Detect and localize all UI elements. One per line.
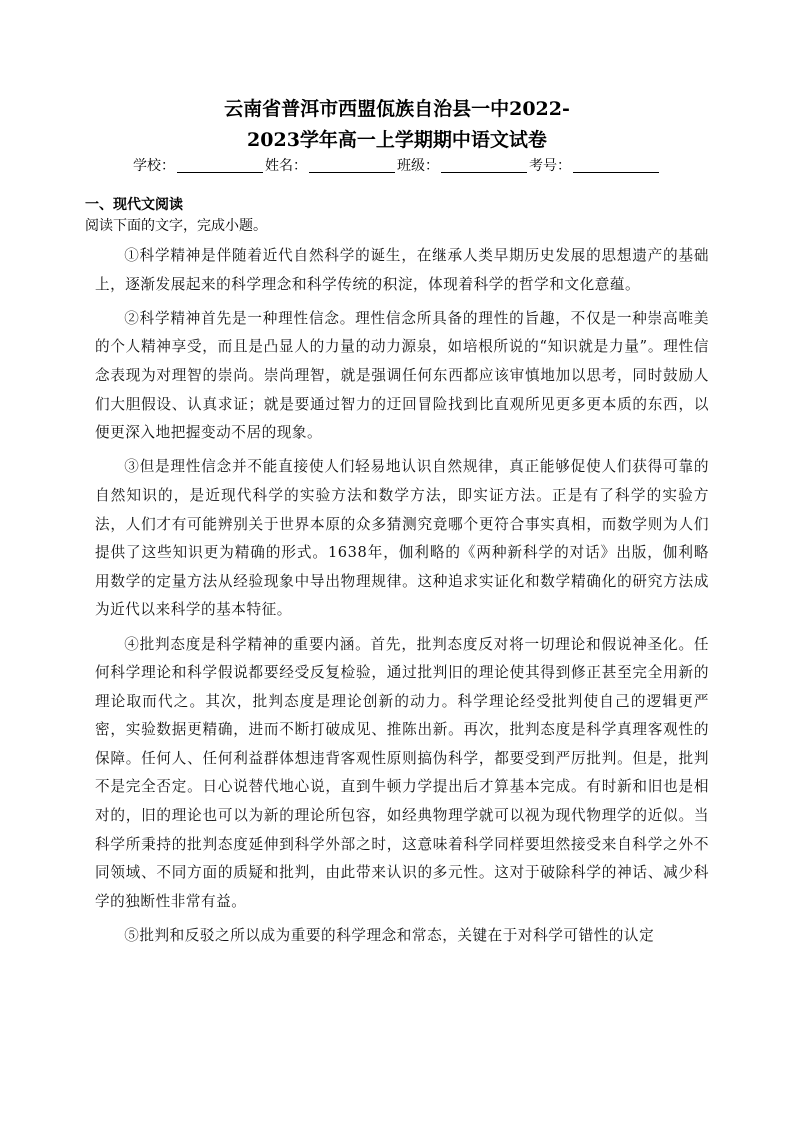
student-info-row (0, 156, 794, 176)
name-label: 姓名： (265, 158, 307, 174)
passage-paragraph-3: ③但是理性信念并不能直接使人们轻易地认识自然规律，真正能够促使人们获得可靠的自然知识的，是近现代科学的实验方法和数学方法，即实证方法。正是有了科学的实验方法，人们才有可能辨别关于世界本原的众多猜测究竟哪个更符合事实真相，而数学则为人们提供了这些知识更为精确的形式。1638年，伽利略的《两种新科学的对话》出版，伽利略用数学的定量方法从经验现象中导出物理规律。这种追求实证化和数学精确化的研究方法成为近代以来科学的基本特征。 (95, 458, 709, 619)
class-label: 班级： (397, 158, 439, 174)
reading-passage (95, 242, 709, 956)
section-instruction: 阅读下面的文字，完成小题。 (85, 218, 267, 234)
exam-title-line1: 云南省普洱市西盟佤族自治县一中2022- (224, 98, 570, 120)
class-blank[interactable] (441, 158, 527, 173)
exam-title-line2: 2023学年高一上学期期中语文试卷 (247, 129, 547, 151)
exam-no-label: 考号： (529, 158, 571, 174)
section-heading: 一、现代文阅读 (85, 197, 183, 213)
name-blank[interactable] (309, 158, 395, 173)
exam-no-blank[interactable] (573, 158, 659, 173)
school-label: 学校： (133, 158, 175, 174)
passage-paragraph-5: ⑤批判和反驳之所以成为重要的科学理念和常态，关键在于对科学可错性的认定 (124, 927, 655, 945)
passage-paragraph-1: ①科学精神是伴随着近代自然科学的诞生，在继承人类早期历史发展的思想遗产的基础上，逐渐发展起来的科学理念和科学传统的积淀，体现着科学的哲学和文化意蕴。 (95, 247, 709, 293)
passage-paragraph-4: ④批判态度是科学精神的重要内涵。首先，批判态度反对将一切理论和假说神圣化。任何科学理论和科学假说都要经受反复检验，通过批判旧的理论使其得到修正甚至完全用新的理论取而代之。其次，批判态度是理论创新的动力。科学理论经受批判使自己的逻辑更严密，实验数据更精确，进而不断打破成见、推陈出新。再次，批判态度是科学真理客观性的保障。任何人、任何利益群体想违背客观性原则搞伪科学，都要受到严厉批判。但是，批判不是完全否定。日心说替代地心说，直到牛顿力学提出后才算基本完成。有时新和旧也是相对的，旧的理论也可以为新的理论所包容，如经典物理学就可以视为现代物理学的近似。当科学所秉持的批判态度延伸到科学外部之时，这意味着科学同样要坦然接受来自科学之外不同领域、不同方面的质疑和批判，由此带来认识的多元性。这对于破除科学的神话、减少科学的独断性非常有益。 (95, 635, 709, 910)
passage-paragraph-2: ②科学精神首先是一种理性信念。理性信念所具备的理性的旨趣，不仅是一种崇高唯美的个人精神享受，而且是凸显人的力量的动力源泉，如培根所说的“知识就是力量”。理性信念表现为对理智的崇尚。崇尚理智，就是强调任何东西都应该审慎地加以思考，同时鼓励人们大胆假设、认真求证；就是要通过智力的迂回冒险找到比直观所见更多更本质的东西，以便更深入地把握变动不居的现象。 (95, 309, 709, 442)
school-blank[interactable] (177, 158, 263, 173)
